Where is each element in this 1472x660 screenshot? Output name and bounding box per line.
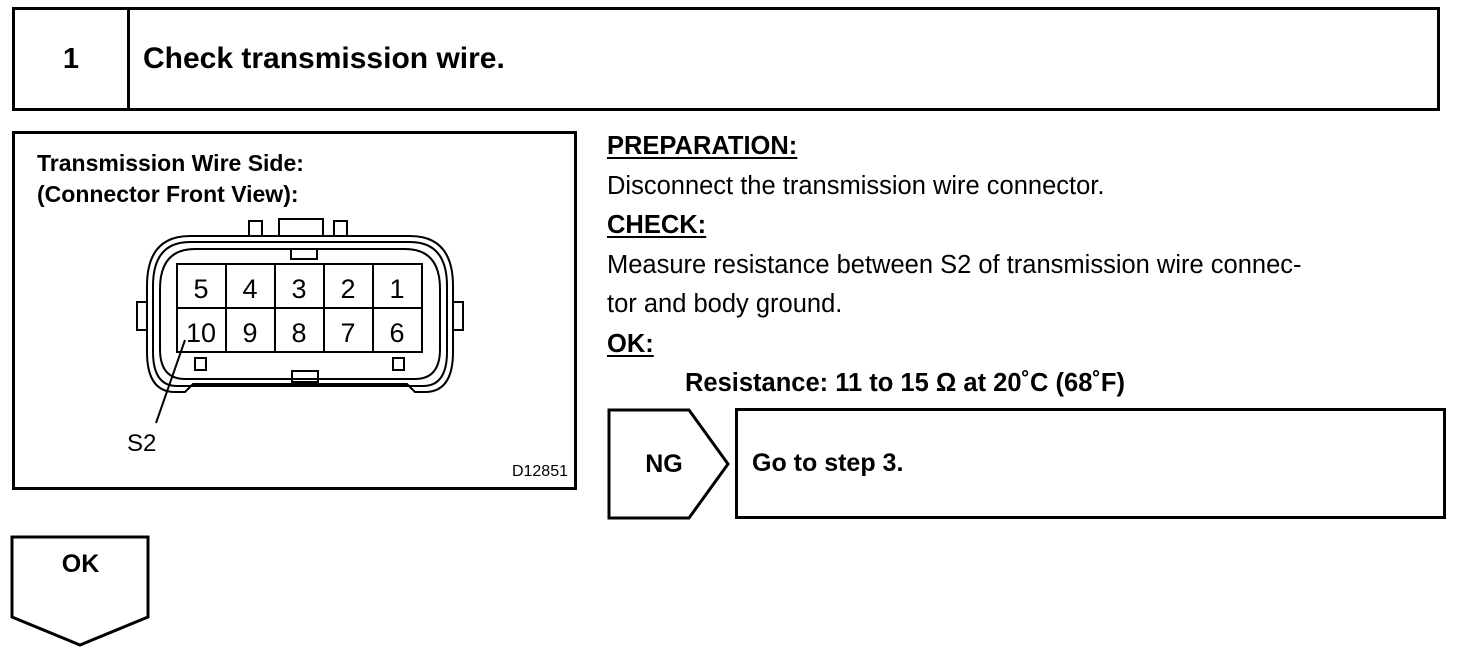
pin-3: 3 xyxy=(291,274,307,304)
connector-latch-right xyxy=(334,221,347,236)
connector-bottom-key xyxy=(292,371,318,382)
ok-label: OK xyxy=(61,550,100,578)
figure-title-line2: (Connector Front View): xyxy=(37,181,299,207)
procedure-text xyxy=(607,127,1447,404)
connector-diagram xyxy=(15,134,574,487)
connector-figure xyxy=(12,131,577,490)
pin-6: 6 xyxy=(389,318,405,348)
pin-2: 2 xyxy=(340,274,356,304)
pin-9: 9 xyxy=(242,318,258,348)
connector-bottom-notch-right xyxy=(393,358,404,370)
figure-code: D12851 xyxy=(511,463,568,480)
ng-action-text: Go to step 3. xyxy=(752,449,904,477)
connector-side-tab-left xyxy=(137,302,147,330)
preparation-heading: PREPARATION: xyxy=(607,132,798,160)
ok-heading: OK: xyxy=(607,329,654,358)
pin-8: 8 xyxy=(291,318,307,348)
connector-latch-center xyxy=(279,219,323,236)
preparation-text: Disconnect the transmission wire connector. xyxy=(607,171,1105,200)
step-title: Check transmission wire. xyxy=(143,42,505,75)
step-header xyxy=(12,7,1440,111)
pin-1: 1 xyxy=(389,274,405,304)
connector-body xyxy=(160,249,440,379)
ng-label: NG xyxy=(645,449,683,478)
connector-top-key xyxy=(291,249,317,259)
connector-bottom-notch-left xyxy=(195,358,206,370)
connector-latch-left xyxy=(249,221,262,236)
connector-side-tab-right xyxy=(453,302,463,330)
s2-callout-label: S2 xyxy=(127,430,157,457)
ok-spec: Resistance: 11 to 15 Ω at 20˚C (68˚F) xyxy=(685,369,1125,397)
pin-10: 10 xyxy=(185,318,217,348)
pin-7: 7 xyxy=(340,318,356,348)
pin-5: 5 xyxy=(193,274,209,304)
check-heading: CHECK: xyxy=(607,211,707,239)
step-number: 1 xyxy=(15,10,130,108)
check-text-line2: tor and body ground. xyxy=(607,290,843,318)
check-text-line1: Measure resistance between S2 of transmission wire connec- xyxy=(607,250,1302,279)
figure-title-line1: Transmission Wire Side: xyxy=(37,150,304,176)
ng-action-box xyxy=(735,408,1446,519)
pin-4: 4 xyxy=(242,274,258,304)
